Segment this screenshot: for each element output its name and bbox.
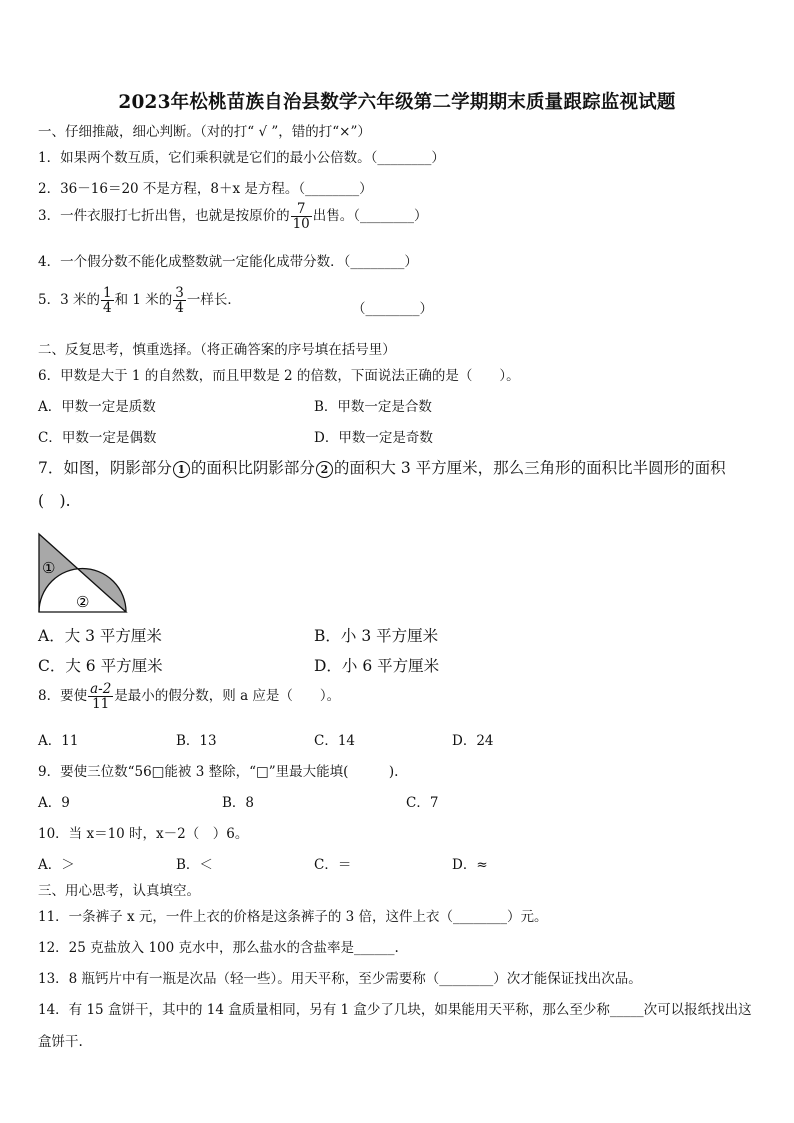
question-8-option-d: D．24 xyxy=(452,733,494,749)
question-6-option-a: A．甲数一定是质数 xyxy=(38,399,156,415)
fraction-7-10: $\frac{7}{10}$ xyxy=(292,201,310,233)
question-4: 4．一个假分数不能化成整数就一定能化成带分数．（________） xyxy=(38,254,418,270)
question-2: 2．36－16＝20 不是方程，8＋x 是方程。（________） xyxy=(38,181,373,197)
question-6-option-d: D．甲数一定是奇数 xyxy=(314,430,433,446)
question-3: 3．一件衣服打七折出售，也就是按原价的 $\frac{7}{10}$ 出售。（________） xyxy=(38,201,428,233)
question-8-option-a: A．11 xyxy=(38,733,79,749)
question-7-stem: 7．如图，阴影部分 1 的面积比阴影部分 2 的面积大 3 平方厘米，那么三角形的面积比半圆形的面积 xyxy=(38,459,726,477)
question-11: 11．一条裤子 x 元，一件上衣的价格是这条裤子的 3 倍，这件上衣（________）元。 xyxy=(38,909,548,925)
question-14-line-2: 盒饼干. xyxy=(38,1034,83,1050)
question-5: 5．3 米的 $\frac{1}{4}$ 和 1 米的 $\frac{3}{4}$ 一样长． xyxy=(38,285,241,317)
question-8-option-c: C．14 xyxy=(314,733,356,749)
question-12: 12．25 克盐放入 100 克水中，那么盐水的含盐率是______. xyxy=(38,940,399,956)
question-7-stem-line2: ( ). xyxy=(38,492,71,510)
question-9-option-c: C．7 xyxy=(406,795,439,811)
question-10-option-c: C．＝ xyxy=(314,857,352,873)
question-10-option-a: A．＞ xyxy=(38,857,75,873)
question-9-option-b: B．8 xyxy=(222,795,255,811)
question-6-stem: 6．甲数是大于 1 的自然数，而且甲数是 2 的倍数，下面说法正确的是（ ）。 xyxy=(38,368,520,384)
question-7-option-b: B．小 3 平方厘米 xyxy=(314,627,439,645)
question-14-line-1: 14．有 15 盒饼干，其中的 14 盒质量相同，另有 1 盒少了几块，如果能用天平称，那么至少称_____次可以报纸找出这 xyxy=(38,1002,752,1018)
question-10-option-b: B．＜ xyxy=(176,857,213,873)
section-2-heading: 二、反复思考，慎重选择。（将正确答案的序号填在括号里） xyxy=(38,342,396,358)
question-5-answer-blank: （________） xyxy=(352,301,433,317)
triangle-semicircle-figure xyxy=(36,530,130,614)
section-1-heading: 一、仔细推敲，细心判断。（对的打“ √ ”，错的打“×”） xyxy=(38,124,371,140)
question-13: 13．8 瓶钙片中有一瓶是次品（轻一些）。用天平称，至少需要称（________）次才能保证找出次品。 xyxy=(38,971,642,987)
fraction-1-4: $\frac{1}{4}$ xyxy=(102,285,112,317)
question-10-option-d: D．≈ xyxy=(452,857,488,873)
question-8-option-b: B．13 xyxy=(176,733,217,749)
question-7-option-d: D．小 6 平方厘米 xyxy=(314,657,440,675)
question-7-option-a: A．大 3 平方厘米 xyxy=(38,627,162,645)
question-10-stem: 10．当 x＝10 时，x－2（ ）6。 xyxy=(38,826,249,842)
question-9-stem: 9．要使三位数“56□能被 3 整除，“□”里最大能填( ). xyxy=(38,764,399,780)
figure-label-2: ② xyxy=(76,593,90,611)
question-1: 1．如果两个数互质，它们乘积就是它们的最小公倍数。（________） xyxy=(38,150,445,166)
fraction-3-4: $\frac{3}{4}$ xyxy=(175,285,184,317)
question-9-option-a: A．9 xyxy=(38,795,70,811)
section-3-heading: 三、用心思考，认真填空。 xyxy=(38,883,200,899)
figure-label-1: ① xyxy=(42,559,56,577)
circled-number-2: 2 xyxy=(316,461,333,478)
question-7-option-c: C．大 6 平方厘米 xyxy=(38,657,163,675)
circled-number-1: 1 xyxy=(173,461,190,478)
question-6-option-b: B．甲数一定是合数 xyxy=(314,399,432,415)
question-8-stem: 8．要使 $\frac{a-2}{11}$ 是最小的假分数，则 a 应是（ ）。 xyxy=(38,681,341,713)
fraction-a-minus-2-over-11: $\frac{a-2}{11}$ xyxy=(90,681,112,713)
page-title: 2023年松桃苗族自治县数学六年级第二学期期末质量跟踪监视试题 xyxy=(118,92,676,113)
question-6-option-c: C．甲数一定是偶数 xyxy=(38,430,157,446)
